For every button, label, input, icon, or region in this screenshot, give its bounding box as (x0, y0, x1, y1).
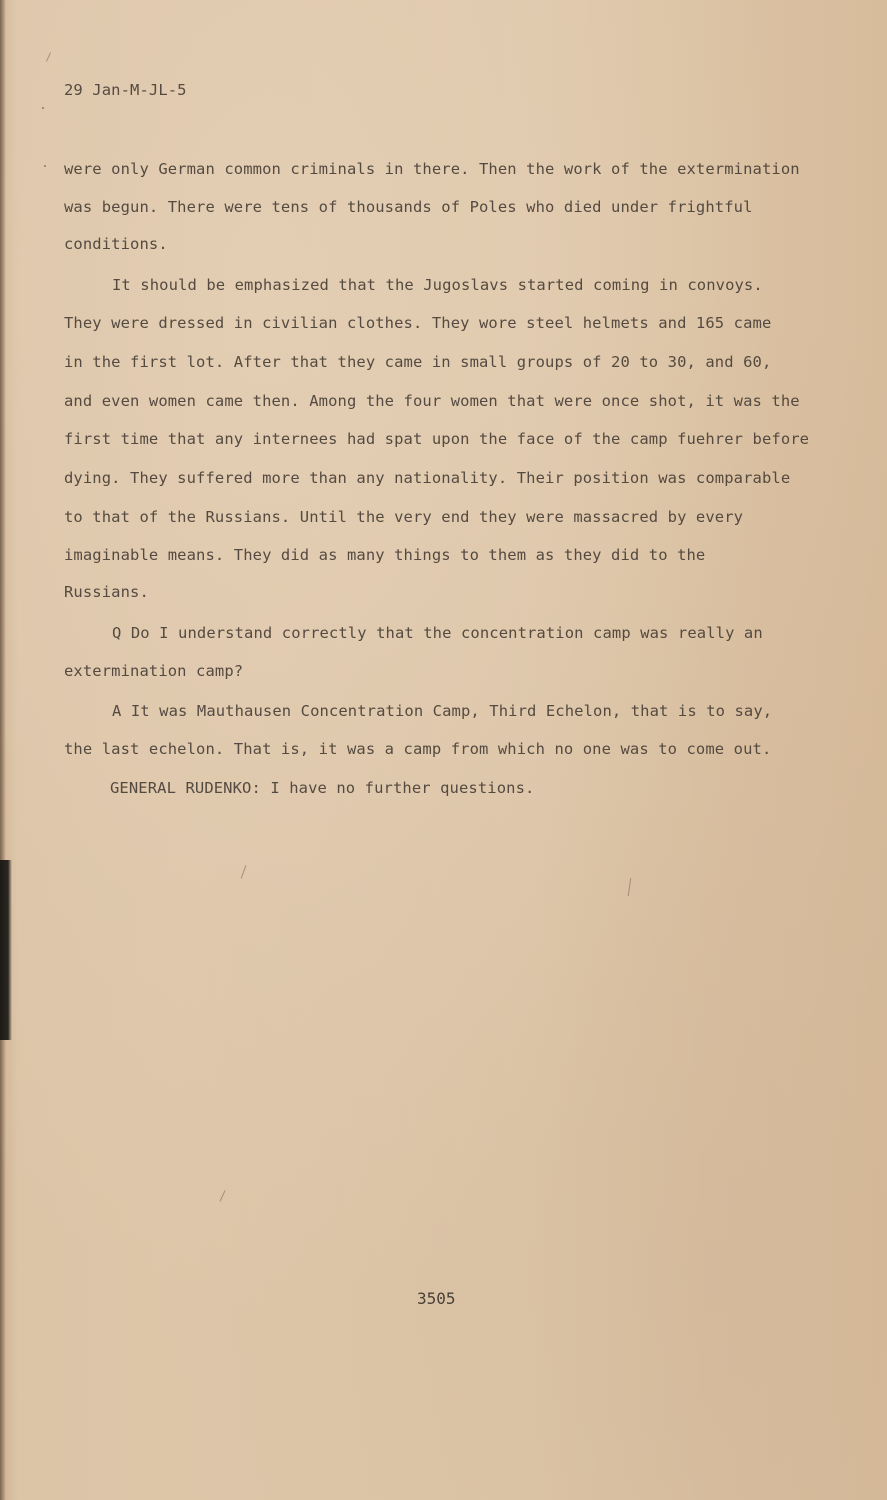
header-reference: 29 Jan-M-JL-5 (64, 81, 187, 99)
question-line-2: extermination camp? (64, 662, 244, 680)
binding-edge (0, 0, 6, 1500)
binding-shadow (0, 860, 12, 1040)
text-line-10: to that of the Russians. Until the very end they were massacred by every (64, 508, 744, 526)
text-line-4: It should be emphasized that the Jugoslavs started coming in convoys. (112, 276, 763, 294)
text-line-3: conditions. (64, 235, 168, 253)
text-line-7: and even women came then. Among the four women that were once shot, it was the (64, 392, 800, 410)
text-line-5: They were dressed in civilian clothes. They wore steel helmets and 165 came (64, 314, 772, 332)
text-line-6: in the first lot. After that they came in small groups of 20 to 30, and 60, (64, 353, 772, 371)
scratch-mark (628, 878, 631, 896)
text-line-12: Russians. (64, 583, 149, 601)
scratch-mark (220, 1190, 226, 1201)
scratch-mark (241, 865, 247, 878)
text-line-1: were only German common criminals in there. Then the work of the extermination (64, 160, 800, 178)
text-line-9: dying. They suffered more than any nationality. Their position was comparable (64, 469, 791, 487)
question-line-1: Q Do I understand correctly that the concentration camp was really an (112, 624, 763, 642)
scratch-mark (46, 52, 51, 61)
text-line-2: was begun. There were tens of thousands of Poles who died under frightful (64, 198, 753, 216)
text-line-8: first time that any internees had spat upon the face of the camp fuehrer before (64, 430, 810, 448)
speaker-line: GENERAL RUDENKO: I have no further questions. (110, 779, 535, 797)
answer-line-1: A It was Mauthausen Concentration Camp, Third Echelon, that is to say, (112, 702, 773, 720)
answer-line-2: the last echelon. That is, it was a camp from which no one was to come out. (64, 740, 772, 758)
speck-mark (42, 107, 44, 109)
page-number: 3505 (417, 1289, 456, 1308)
speck-mark (44, 165, 46, 167)
text-line-11: imaginable means. They did as many things to them as they did to the (64, 546, 706, 564)
